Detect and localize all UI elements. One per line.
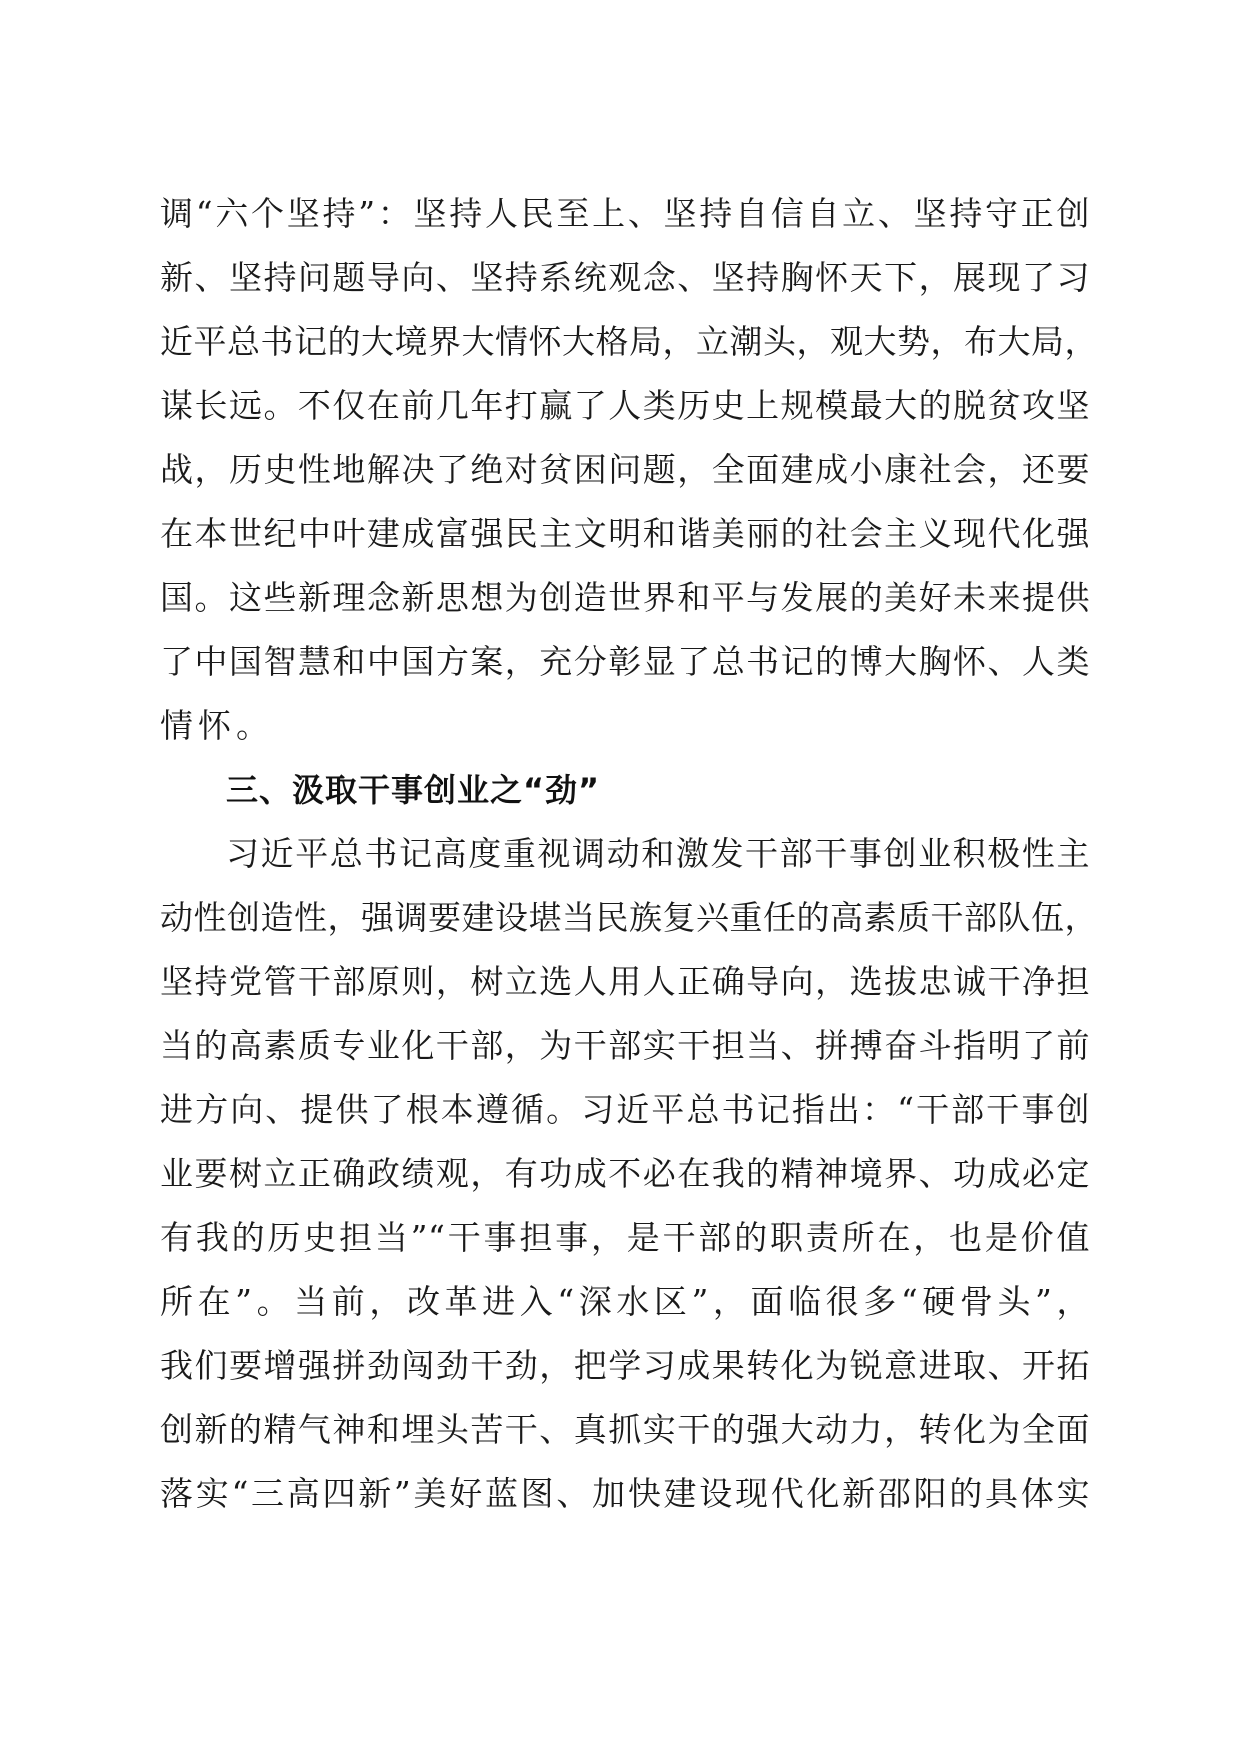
paragraph-1-line: 在本世纪中叶建成富强民主文明和谐美丽的社会主义现代化强: [160, 514, 1090, 553]
paragraph-1-line: 国。这些新理念新思想为创造世界和平与发展的美好未来提供: [160, 578, 1090, 617]
paragraph-2-line: 动性创造性，强调要建设堪当民族复兴重任的高素质干部队伍，: [160, 898, 1098, 937]
paragraph-2-line: 进方向、提供了根本遵循。习近平总书记指出：“干部干事创: [160, 1090, 1090, 1129]
section-heading: 三、汲取干事创业之“劲”: [226, 771, 601, 809]
paragraph-2-line: 所在”。当前，改革进入“深水区”，面临很多“硬骨头”，: [160, 1282, 1090, 1321]
paragraph-1-line: 了中国智慧和中国方案，充分彰显了总书记的博大胸怀、人类: [160, 642, 1090, 681]
paragraph-1-line: 谋长远。不仅在前几年打赢了人类历史上规模最大的脱贫攻坚: [160, 386, 1090, 425]
paragraph-2-line: 习近平总书记高度重视调动和激发干部干事创业积极性主: [226, 834, 1090, 873]
paragraph-2-line: 有我的历史担当”“干事担事，是干部的职责所在，也是价值: [160, 1218, 1090, 1257]
paragraph-1-line: 近平总书记的大境界大情怀大格局，立潮头，观大势，布大局，: [160, 322, 1098, 361]
paragraph-2-line: 业要树立正确政绩观，有功成不必在我的精神境界、功成必定: [160, 1154, 1090, 1193]
paragraph-2-line: 当的高素质专业化干部，为干部实干担当、拼搏奋斗指明了前: [160, 1026, 1090, 1065]
paragraph-2-line: 落实“三高四新”美好蓝图、加快建设现代化新邵阳的具体实: [160, 1474, 1090, 1513]
paragraph-2-line: 创新的精气神和埋头苦干、真抓实干的强大动力，转化为全面: [160, 1410, 1090, 1449]
paragraph-1-line: 新、坚持问题导向、坚持系统观念、坚持胸怀天下，展现了习: [160, 258, 1090, 297]
paragraph-1-line: 战，历史性地解决了绝对贫困问题，全面建成小康社会，还要: [160, 450, 1090, 489]
paragraph-2-line: 坚持党管干部原则，树立选人用人正确导向，选拔忠诚干净担: [160, 962, 1090, 1001]
paragraph-1-line: 调“六个坚持”：坚持人民至上、坚持自信自立、坚持守正创: [160, 194, 1090, 233]
paragraph-1-line: 情怀。: [160, 706, 274, 745]
paragraph-2-line: 我们要增强拼劲闯劲干劲，把学习成果转化为锐意进取、开拓: [160, 1346, 1090, 1385]
